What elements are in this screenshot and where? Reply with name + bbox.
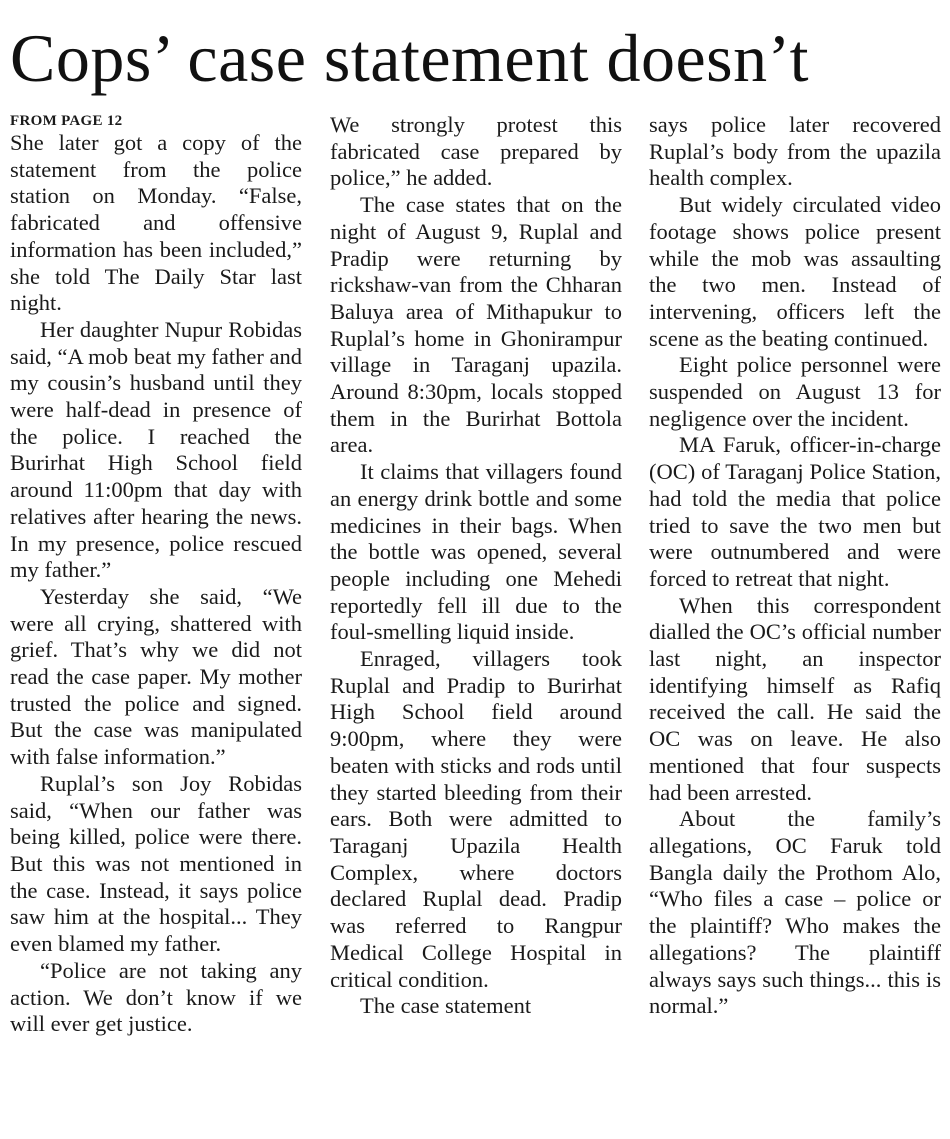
body-paragraph: Ruplal’s son Joy Robidas said, “When our father was being killed, police were there. But this was not mentioned in the case. Instead, it says police saw him at the hospital... They even blamed my father. — [10, 770, 302, 957]
article-column-3 — [649, 112, 941, 1020]
body-paragraph: Enraged, villagers took Ruplal and Pradip to Burirhat High School field around 9:00pm, where they were beaten with sticks and rods until they started bleeding from their ears. Both were admitted to Taraganj Upazila Health Complex, where doctors declared Ruplal dead. Pradip was referred to Rangpur Medical College Hospital in critical condition. — [330, 646, 622, 992]
body-paragraph: “Police are not taking any action. We don’t know if we will ever get justice. — [10, 957, 302, 1037]
body-paragraph: Her daughter Nupur Robidas said, “A mob beat my father and my cousin’s husband until they were half-dead in presence of the police. I reached the Burirhat High School field around 11:00pm that day with relatives after hearing the news. In my presence, police rescued my father.” — [10, 316, 302, 583]
article-headline: Cops’ case statement doesn’t — [10, 20, 809, 96]
body-paragraph: Eight police personnel were suspended on August 13 for negligence over the incident. — [649, 352, 941, 431]
body-paragraph: says police later recovered Ruplal’s body from the upazila health complex. — [649, 112, 941, 191]
body-paragraph: It claims that villagers found an energy drink bottle and some medicines in their bags. When the bottle was opened, several people including one Mehedi reportedly fell ill due to the foul-smelling liquid inside. — [330, 459, 622, 645]
body-paragraph: MA Faruk, officer-in-charge (OC) of Taraganj Police Station, had told the media that police tried to save the two men but were outnumbered and were forced to retreat that night. — [649, 432, 941, 591]
continuation-kicker: FROM PAGE 12 — [10, 113, 123, 129]
body-paragraph: The case statement — [360, 993, 532, 1019]
body-paragraph: The case states that on the night of August 9, Ruplal and Pradip were returning by rickshaw-van from the Chharan Baluya area of Mithapukur to Ruplal’s home in Ghonirampur village in Taraganj upazila. Around 8:30pm, locals stopped them in the Burirhat Bottola area. — [330, 192, 622, 458]
body-paragraph: When this correspondent dialled the OC’s official number last night, an inspector identifying himself as Rafiq received the call. He said the OC was on leave. He also mentioned that four suspects had been arrested. — [649, 592, 941, 805]
body-paragraph: About the family’s allegations, OC Faruk told Bangla daily the Prothom Alo, “Who files a case – police or the plaintiff? Who makes the allegations? The plaintiff always says such things... this is normal.” — [649, 806, 941, 1019]
article-column-1 — [10, 110, 302, 1038]
body-paragraph: But widely circulated video footage shows police present while the mob was assaulting the two men. Instead of intervening, officers left the scene as the beating continued. — [649, 192, 941, 351]
body-paragraph: She later got a copy of the statement from the police station on Monday. “False, fabricated and offensive information has been included,” she told The Daily Star last night. — [10, 130, 302, 316]
article-column-2 — [330, 112, 622, 1020]
body-paragraph: We strongly protest this fabricated case prepared by police,” he added. — [330, 112, 622, 191]
body-paragraph: Yesterday she said, “We were all crying, shattered with grief. That’s why we did not read the case paper. My mother trusted the police and signed. But the case was manipulated with false information.” — [10, 583, 302, 770]
